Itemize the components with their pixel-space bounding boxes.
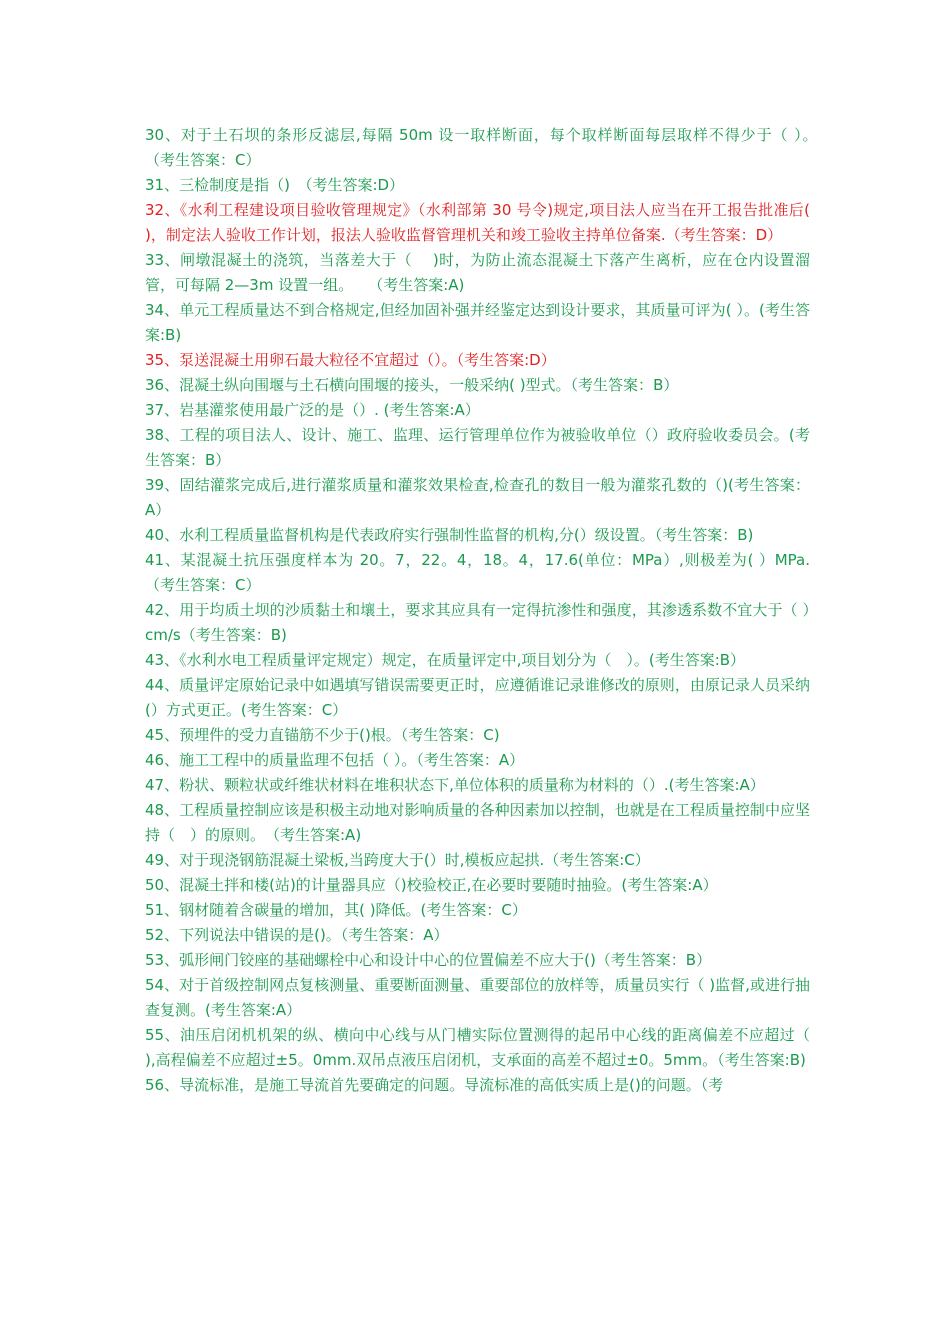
question-item: 39、固结灌浆完成后,进行灌浆质量和灌浆效果检查,检查孔的数目一般为灌浆孔数的（)(考生答案：A） xyxy=(145,476,810,519)
question-item: 56、导流标准，是施工导流首先要确定的问题。导流标准的高低实质上是()的问题。（考 xyxy=(145,1076,724,1094)
question-item: 40、水利工程质量监督机构是代表政府实行强制性监督的机构,分(）级设置。（考生答案：B) xyxy=(145,526,754,544)
question-item: 53、弧形闸门铰座的基础螺栓中心和设计中心的位置偏差不应大于()（考生答案：B） xyxy=(145,951,712,969)
question-item: 33、闸墩混凝土的浇筑，当落差大于（ )时，为防止流态混凝土下落产生离析，应在仓内设置溜管，可每隔 2—3m 设置一组。 （考生答案:A) xyxy=(145,251,810,294)
question-item: 44、质量评定原始记录中如遇填写错误需要更正时，应遵循谁记录谁修改的原则，由原记录人员采纳(）方式更正。(考生答案：C） xyxy=(145,676,810,719)
question-item: 52、下列说法中错误的是()。（考生答案：A） xyxy=(145,926,449,944)
question-item: 41、某混凝土抗压强度样本为 20。7，22。4，18。4，17.6(单位：MPa）,则极差为( ）MPa.（考生答案：C） xyxy=(145,551,810,594)
question-item: 48、工程质量控制应该是积极主动地对影响质量的各种因素加以控制，也就是在工程质量控制中应坚持（ ）的原则。 （考生答案:A) xyxy=(145,801,810,844)
question-item: 38、工程的项目法人、设计、施工、监理、运行管理单位作为被验收单位（）政府验收委员会。(考生答案：B） xyxy=(145,426,810,469)
question-item: 55、油压启闭机机架的纵、横向中心线与从门槽实际位置测得的起吊中心线的距离偏差不应超过（ ),高程偏差不应超过±5。0mm.双吊点液压启闭机，支承面的高差不超过±0。5mm。（考生答案:B) xyxy=(145,1026,841,1069)
question-item: 34、单元工程质量达不到合格规定,但经加固补强并经鉴定达到设计要求，其质量可评为( ）。(考生答案:B) xyxy=(145,301,810,344)
question-item: 54、对于首级控制网点复核测量、重要断面测量、重要部位的放样等，质量员实行（ )监督,或进行抽查复测。(考生答案:A） xyxy=(145,976,810,1019)
question-list xyxy=(145,123,841,1098)
question-item: 45、预埋件的受力直锚筋不少于()根。（考生答案：C) xyxy=(145,726,500,744)
question-item: 31、三检制度是指（) （考生答案:D） xyxy=(145,176,405,194)
question-item: 46、施工工程中的质量监理不包括（ ）。（考生答案：A） xyxy=(145,751,525,769)
question-item: 37、岩基灌浆使用最广泛的是（）. (考生答案:A） xyxy=(145,401,480,419)
question-item: 42、用于均质土坝的沙质黏土和壤土，要求其应具有一定得抗渗性和强度，其渗透系数不宜大于（ ）cm/s（考生答案：B) xyxy=(145,601,810,644)
question-item: 49、对于现浇钢筋混凝土梁板,当跨度大于(）时,模板应起拱.（考生答案:C） xyxy=(145,851,650,869)
question-item-highlighted: 35、泵送混凝土用卵石最大粒径不宜超过（）。（考生答案:D） xyxy=(145,351,556,369)
question-item: 30、对于土石坝的条形反滤层,每隔 50m 设一取样断面，每个取样断面每层取样不得少于（ ）。 （考生答案：C） xyxy=(145,126,841,169)
question-item: 43、《水利水电工程质量评定规定）规定，在质量评定中,项目划分为（ ）。(考生答案:B） xyxy=(145,651,746,669)
question-item: 51、钢材随着含碳量的增加，其( )降低。(考生答案：C） xyxy=(145,901,527,919)
question-item: 50、混凝土拌和楼(站)的计量器具应（)校验校正,在必要时要随时抽验。(考生答案:A） xyxy=(145,876,718,894)
question-item-highlighted: 32、《水利工程建设项目验收管理规定》（水利部第 30 号令)规定,项目法人应当在开工报告批准后( )，制定法人验收工作计划，报法人验收监督管理机关和竣工验收主持单位备案.（考生答案：D） xyxy=(145,201,810,244)
question-item: 36、混凝土纵向围堰与土石横向围堰的接头，一般采纳( )型式。（考生答案：B） xyxy=(145,376,679,394)
question-item: 47、粉状、颗粒状或纤维状材料在堆积状态下,单位体积的质量称为材料的（）.(考生答案:A） xyxy=(145,776,765,794)
